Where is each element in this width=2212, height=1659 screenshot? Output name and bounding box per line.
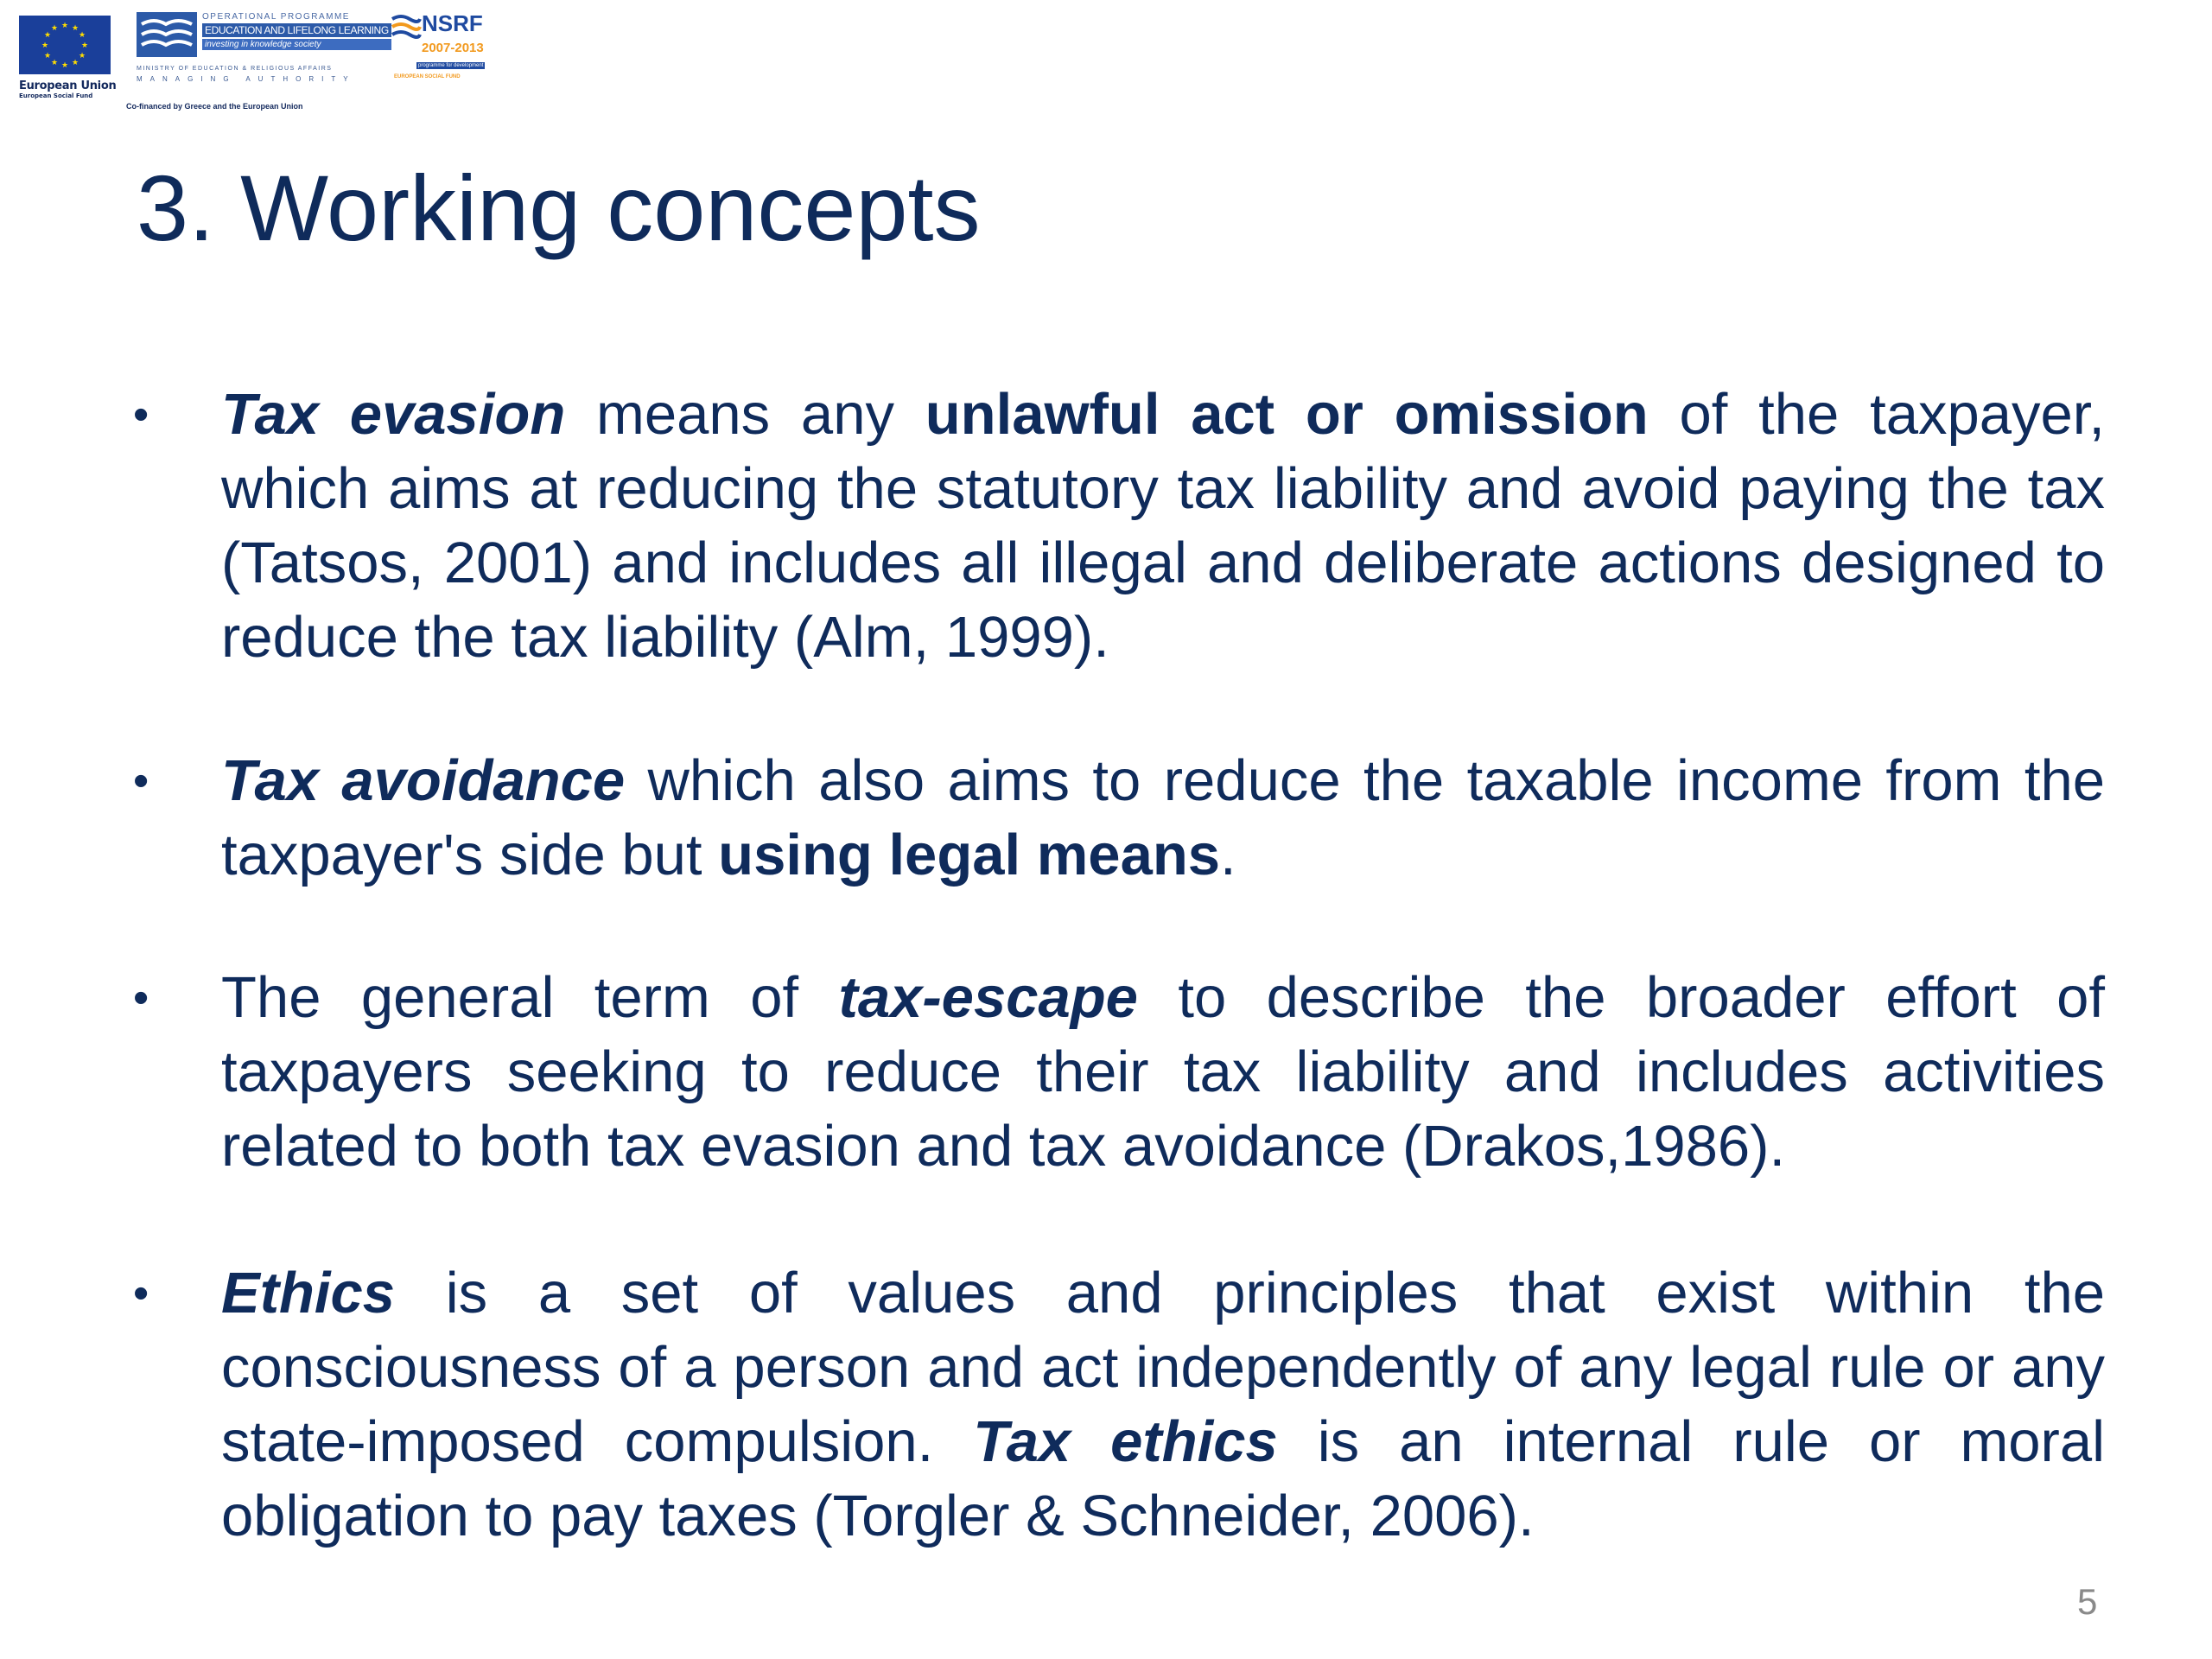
bullet-icon: • [133,390,149,440]
op-subtitle: EDUCATION AND LIFELONG LEARNING [202,23,391,37]
bullet-text: means any [565,382,925,447]
emphasis-unlawful-act: unlawful act or omission [925,382,1649,447]
eu-label: European Union [19,79,117,92]
bullet-tax-escape [133,961,2105,1184]
bullet-text: which also aims to reduce the taxable income from the taxpayer's side but [221,748,2105,887]
svg-text:★: ★ [78,52,86,60]
bullet-text: of the taxpayer, which aims at reducing the statutory tax liability and avoid paying the tax (Tatsos, 2001) and includes all illegal and deliberate actions designed to reduce the tax liability (Alm, 1999). [221,382,2105,670]
bullet-text: is an internal rule or moral obligation to pay taxes (Torgler & Schneider, 2006). [221,1409,2105,1548]
svg-text:★: ★ [50,59,59,67]
eu-logo [19,16,117,99]
term-ethics: Ethics [221,1261,396,1325]
bullet-text: is a set of values and principles that exist within the consciousness of a person and act independently of any legal rule or any state-imposed compulsion. [221,1261,2105,1474]
bullet-ethics [133,1256,2105,1554]
svg-text:★: ★ [43,31,52,40]
svg-text:★: ★ [71,59,79,67]
bullet-text: The general term of [221,965,839,1030]
svg-text:★: ★ [78,31,86,40]
emphasis-legal-means: using legal means [718,823,1221,887]
term-tax-evasion: Tax evasion [221,382,566,447]
eu-sublabel: European Social Fund [19,92,93,99]
bullet-icon: • [133,1268,149,1319]
term-tax-ethics: Tax ethics [973,1409,1278,1474]
nsrf-years: 2007-2013 [422,41,484,55]
op-title: OPERATIONAL PROGRAMME [202,12,350,22]
managing-authority-label: MANAGING AUTHORITY [137,75,356,83]
bullet-icon: • [133,973,149,1023]
svg-text:★: ★ [43,52,52,60]
bullet-icon: • [133,756,149,806]
nsrf-esf-label: EUROPEAN SOCIAL FUND [394,74,461,79]
bullet-tax-evasion [133,378,2105,675]
operational-programme-logo [137,12,396,83]
eu-flag-icon [19,16,111,74]
cofinanced-label: Co-financed by Greece and the European Union [126,102,303,111]
nsrf-programme-label: programme for development [418,63,484,68]
svg-text:★: ★ [71,24,79,33]
svg-text:★: ★ [41,41,49,50]
term-tax-avoidance: Tax avoidance [221,748,626,813]
ministry-label: MINISTRY OF EDUCATION & RELIGIOUS AFFAIRS [137,66,333,72]
bullet-tax-avoidance [133,744,2105,893]
bullet-text: to describe the broader effort of taxpayers seeking to reduce their tax liability and includes activities related to both tax evasion and tax avoidance (Drakos,1986). [221,965,2105,1179]
nsrf-logo [391,12,503,79]
page-number: 5 [2077,1581,2098,1622]
svg-text:★: ★ [50,24,59,33]
nsrf-wave-icon [391,12,422,41]
header-logos [19,12,503,114]
svg-text:★: ★ [60,61,69,70]
svg-text:★: ★ [80,41,89,50]
bullet-text: . [1220,823,1236,887]
svg-text:★: ★ [60,22,69,30]
slide-title: 3. Working concepts [137,156,981,260]
op-slogan: investing in knowledge society [202,39,391,50]
term-tax-escape: tax-escape [838,965,1138,1030]
nsrf-title: NSRF [422,10,483,36]
education-book-icon [137,12,197,57]
